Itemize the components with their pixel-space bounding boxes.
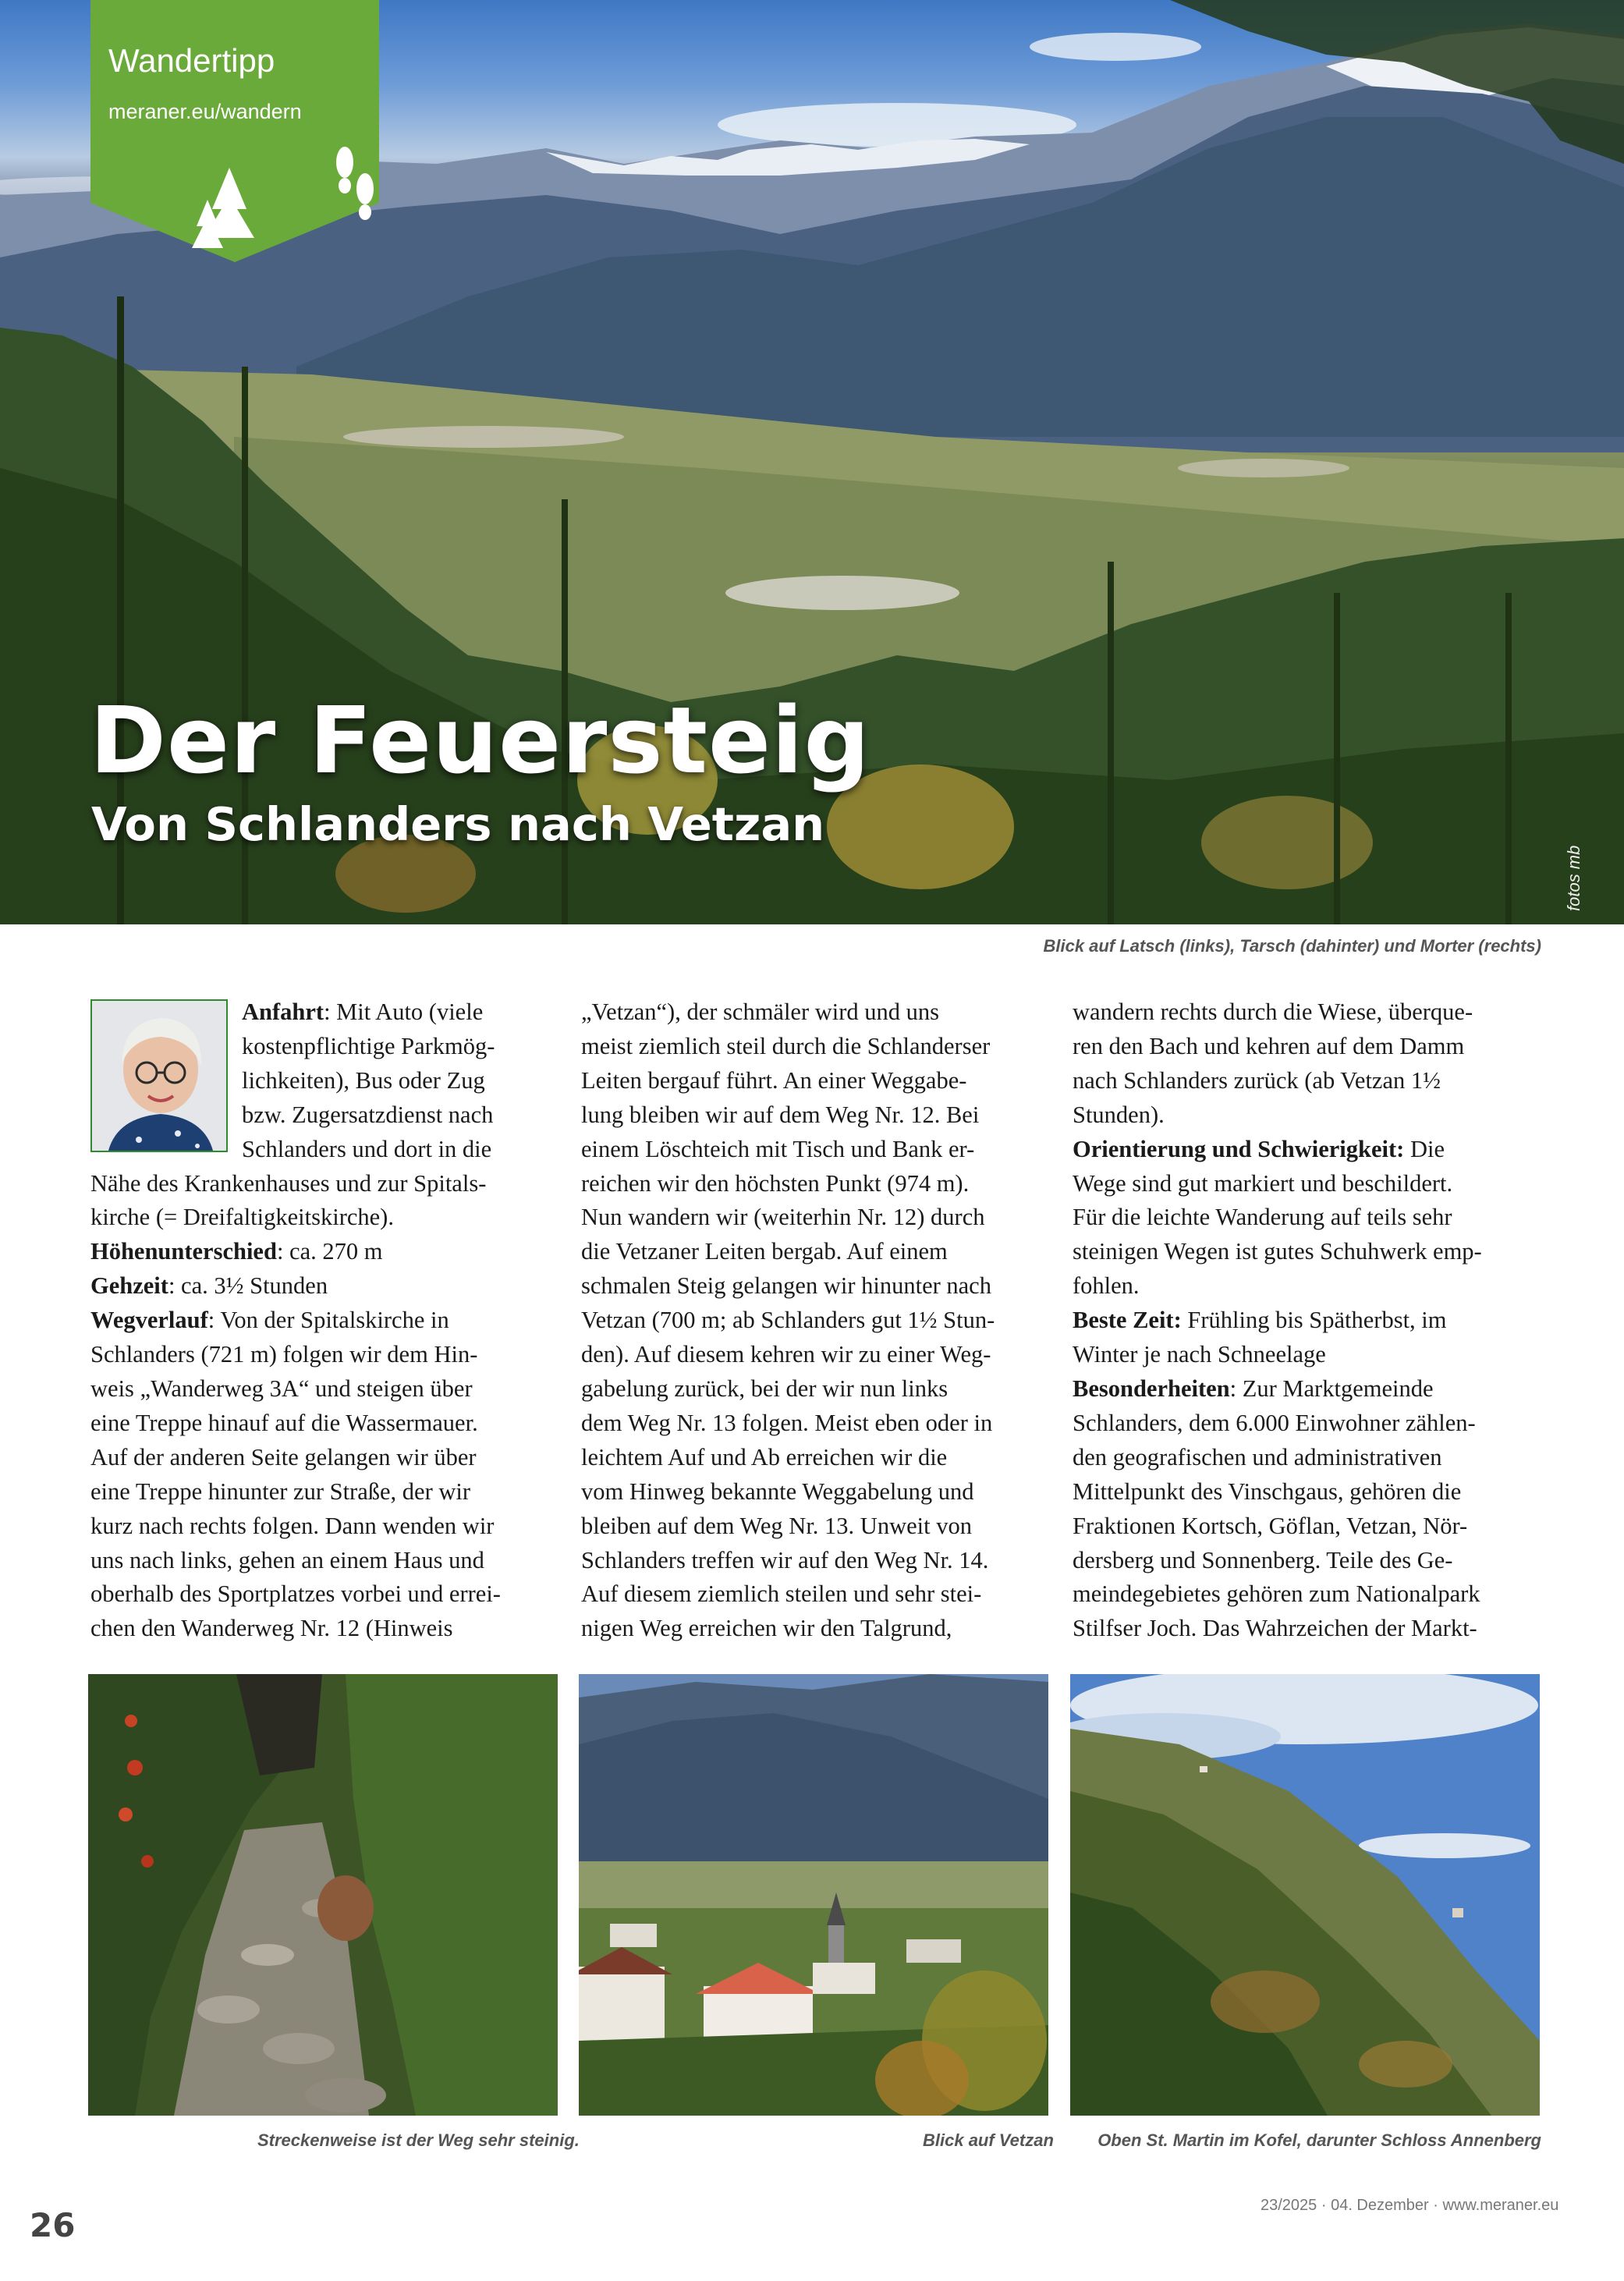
text-line: Stilfser Joch. Das Wahrzeichen der Markt- xyxy=(1073,1615,1477,1642)
text-line: oberhalb des Sportplatzes vorbei und errei- xyxy=(90,1580,501,1608)
text-line: nach Schlanders zurück (ab Vetzan 1½ xyxy=(1073,1066,1441,1094)
text-line: Vetzan (700 m; ab Schlanders gut 1½ Stun- xyxy=(581,1307,995,1334)
page-number: 26 xyxy=(30,2206,76,2244)
text-line: Stunden). xyxy=(1073,1101,1165,1128)
wandertipp-tag xyxy=(90,0,379,262)
text-line: „Vetzan“), der schmäler wird und uns xyxy=(581,999,940,1025)
text-line: leichtem Auf und Ab erreichen wir die xyxy=(581,1443,948,1470)
text-line: steinigen Wegen ist gutes Schuhwerk emp- xyxy=(1073,1238,1482,1265)
photo-stone-path xyxy=(88,1674,558,2116)
text-line: Schlanders treffen wir auf den Weg Nr. 14. xyxy=(581,1546,989,1573)
text-line: chen den Wanderweg Nr. 12 (Hinweis xyxy=(90,1615,453,1642)
text-line: ren den Bach und kehren auf dem Damm xyxy=(1073,1032,1465,1059)
text-line: Winter je nach Schneelage xyxy=(1073,1341,1326,1368)
text-line: meist ziemlich steil durch die Schlanderser xyxy=(581,1032,991,1059)
tag-title: Wandertipp xyxy=(108,42,275,79)
article-column-3 xyxy=(1073,995,1525,1646)
text-line: kurz nach rechts folgen. Dann wenden wir xyxy=(90,1512,495,1539)
text-line: eine Treppe hinunter zur Straße, der wir xyxy=(90,1478,471,1505)
text-line: Anfahrt: Mit Auto (viele xyxy=(242,999,484,1025)
text-line: Besonderheiten: Zur Marktgemeinde xyxy=(1073,1375,1434,1402)
photo-caption-3: Oben St. Martin im Kofel, darunter Schloss Annenberg xyxy=(1097,2130,1541,2150)
text-line: Nähe des Krankenhauses und zur Spitals- xyxy=(90,1169,487,1197)
text-line: bleiben auf dem Weg Nr. 13. Unweit von xyxy=(581,1512,972,1539)
text-line: Höhenunterschied: ca. 270 m xyxy=(90,1238,383,1265)
text-line: Auf diesem ziemlich steilen und sehr stei- xyxy=(581,1580,982,1608)
text-line: den geografischen und administrativen xyxy=(1073,1443,1442,1470)
text-line: nigen Weg erreichen wir den Talgrund, xyxy=(581,1615,952,1642)
photo-credit: fotos mb xyxy=(1564,845,1583,911)
text-line: Beste Zeit: Frühling bis Spätherbst, im xyxy=(1073,1307,1447,1334)
text-line: Fraktionen Kortsch, Göflan, Vetzan, Nör- xyxy=(1073,1512,1468,1539)
hero-caption: Blick auf Latsch (links), Tarsch (dahinter) und Morter (rechts) xyxy=(1043,936,1541,956)
text-line: wandern rechts durch die Wiese, überque- xyxy=(1073,999,1473,1025)
article-column-2 xyxy=(581,995,1034,1646)
text-line: lichkeiten), Bus oder Zug xyxy=(242,1066,485,1094)
issue-info: 23/2025 · 04. Dezember · www.meraner.eu xyxy=(1261,2197,1559,2214)
photo-caption-2: Blick auf Vetzan xyxy=(923,2130,1054,2150)
text-line: eine Treppe hinauf auf die Wassermauer. xyxy=(90,1409,478,1436)
text-line: Schlanders, dem 6.000 Einwohner zählen- xyxy=(1073,1409,1476,1436)
tag-url: meraner.eu/wandern xyxy=(108,100,302,123)
photo-vetzan xyxy=(579,1674,1048,2116)
photo-caption-1: Streckenweise ist der Weg sehr steinig. xyxy=(257,2130,580,2150)
text-line: die Vetzaner Leiten bergab. Auf einem xyxy=(581,1238,948,1265)
text-line: Für die leichte Wanderung auf teils sehr xyxy=(1073,1204,1452,1231)
text-line: weis „Wanderweg 3A“ und steigen über xyxy=(90,1375,473,1402)
text-line: Leiten bergauf führt. An einer Weggabe- xyxy=(581,1066,967,1094)
text-line: Schlanders und dort in die xyxy=(242,1135,492,1162)
text-line: einem Löschteich mit Tisch und Bank er- xyxy=(581,1135,975,1162)
text-line: Wegverlauf: Von der Spitalskirche in xyxy=(90,1307,449,1334)
article-title: Der Feuersteig xyxy=(90,686,871,794)
text-line: lung bleiben wir auf dem Weg Nr. 12. Bei xyxy=(581,1101,980,1128)
article-column-1 xyxy=(90,995,543,1646)
text-line: Nun wandern wir (weiterhin Nr. 12) durch xyxy=(581,1204,985,1231)
text-line: den). Auf diesem kehren wir zu einer Weg- xyxy=(581,1341,991,1368)
text-line: gabelung zurück, bei der wir nun links xyxy=(581,1375,949,1402)
text-line: Wege sind gut markiert und beschildert. xyxy=(1073,1169,1453,1197)
text-line: Gehzeit: ca. 3½ Stunden xyxy=(90,1272,328,1300)
text-line: schmalen Steig gelangen wir hinunter nach xyxy=(581,1272,991,1300)
text-line: Schlanders (721 m) folgen wir dem Hin- xyxy=(90,1341,478,1368)
text-line: reichen wir den höchsten Punkt (974 m). xyxy=(581,1169,970,1197)
text-line: dersberg und Sonnenberg. Teile des Ge- xyxy=(1073,1546,1453,1573)
text-line: uns nach links, gehen an einem Haus und xyxy=(90,1546,484,1573)
text-line: fohlen. xyxy=(1073,1272,1140,1300)
hero-photo xyxy=(0,0,1624,924)
text-line: vom Hinweg bekannte Weggabelung und xyxy=(581,1478,974,1505)
text-line: kostenpflichtige Parkmög- xyxy=(242,1032,495,1059)
text-line: meindegebietes gehören zum Nationalpark xyxy=(1073,1580,1480,1608)
text-line: Auf der anderen Seite gelangen wir über xyxy=(90,1443,477,1470)
text-line: Orientierung und Schwierigkeit: Die xyxy=(1073,1135,1445,1162)
text-line: dem Weg Nr. 13 folgen. Meist eben oder in xyxy=(581,1409,993,1436)
text-line: Mittelpunkt des Vinschgaus, gehören die xyxy=(1073,1478,1462,1505)
text-line: bzw. Zugersatzdienst nach xyxy=(242,1101,494,1128)
text-line: kirche (= Dreifaltigkeitskirche). xyxy=(90,1204,394,1231)
photo-st-martin xyxy=(1070,1674,1540,2116)
article-subtitle: Von Schlanders nach Vetzan xyxy=(91,797,825,851)
